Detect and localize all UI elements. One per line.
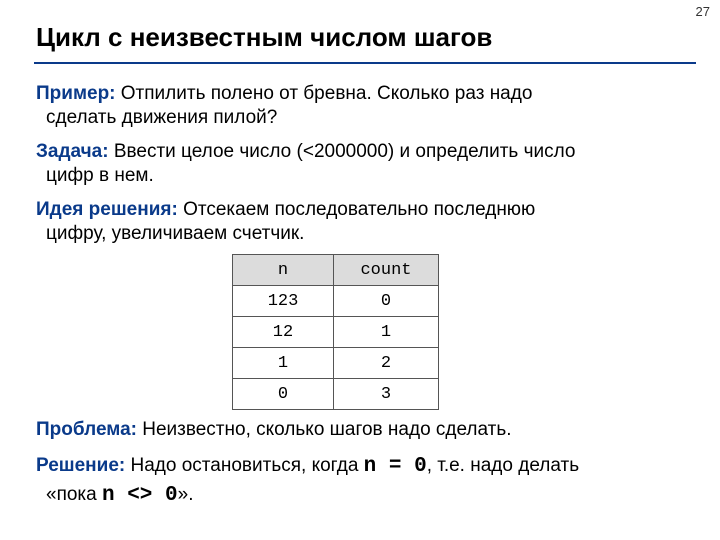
solution-text2: , т.е. надо делать [426, 455, 580, 476]
cell-n: 0 [233, 379, 334, 410]
task-label: Задача: [36, 141, 109, 162]
table-header-row [233, 255, 439, 286]
page-title: Цикл с неизвестным числом шагов [36, 22, 493, 52]
solution-paragraph [36, 452, 696, 510]
task-paragraph [36, 140, 696, 188]
header-n: n [233, 255, 334, 286]
trace-table [232, 254, 439, 410]
cell-count: 3 [334, 379, 439, 410]
page-number: 27 [695, 4, 710, 19]
table-row [233, 317, 439, 348]
solution-code2: n <> 0 [102, 484, 178, 507]
cell-count: 1 [334, 317, 439, 348]
solution-label: Решение: [36, 455, 126, 476]
task-text-line2: цифр в нем. [46, 165, 154, 186]
solution-text4: ». [177, 484, 194, 505]
header-count: count [334, 255, 439, 286]
cell-count: 2 [334, 348, 439, 379]
example-text-line2: сделать движения пилой? [46, 107, 278, 128]
idea-paragraph [36, 198, 696, 246]
task-text-line1: Ввести целое число (<2000000) и определить число [108, 141, 576, 162]
example-text-line1: Отпилить полено от бревна. Сколько раз надо [115, 83, 533, 104]
table-row [233, 348, 439, 379]
cell-n: 12 [233, 317, 334, 348]
problem-paragraph [36, 418, 696, 442]
table-row [233, 379, 439, 410]
cell-count: 0 [334, 286, 439, 317]
example-label: Пример: [36, 83, 116, 104]
title-underline [34, 62, 696, 64]
idea-text-line1: Отсекаем последовательно последнюю [177, 199, 536, 220]
solution-code1: n = 0 [363, 455, 427, 478]
cell-n: 123 [233, 286, 334, 317]
problem-label: Проблема: [36, 419, 137, 440]
table-row [233, 286, 439, 317]
solution-line2 [36, 481, 696, 510]
problem-text: Неизвестно, сколько шагов надо сделать. [136, 419, 512, 440]
example-paragraph [36, 82, 696, 130]
solution-text1: Надо остановиться, когда [125, 455, 364, 476]
solution-text3: «пока [46, 484, 102, 505]
idea-text-line2: цифру, увеличиваем счетчик. [46, 223, 305, 244]
idea-label: Идея решения: [36, 199, 178, 220]
cell-n: 1 [233, 348, 334, 379]
